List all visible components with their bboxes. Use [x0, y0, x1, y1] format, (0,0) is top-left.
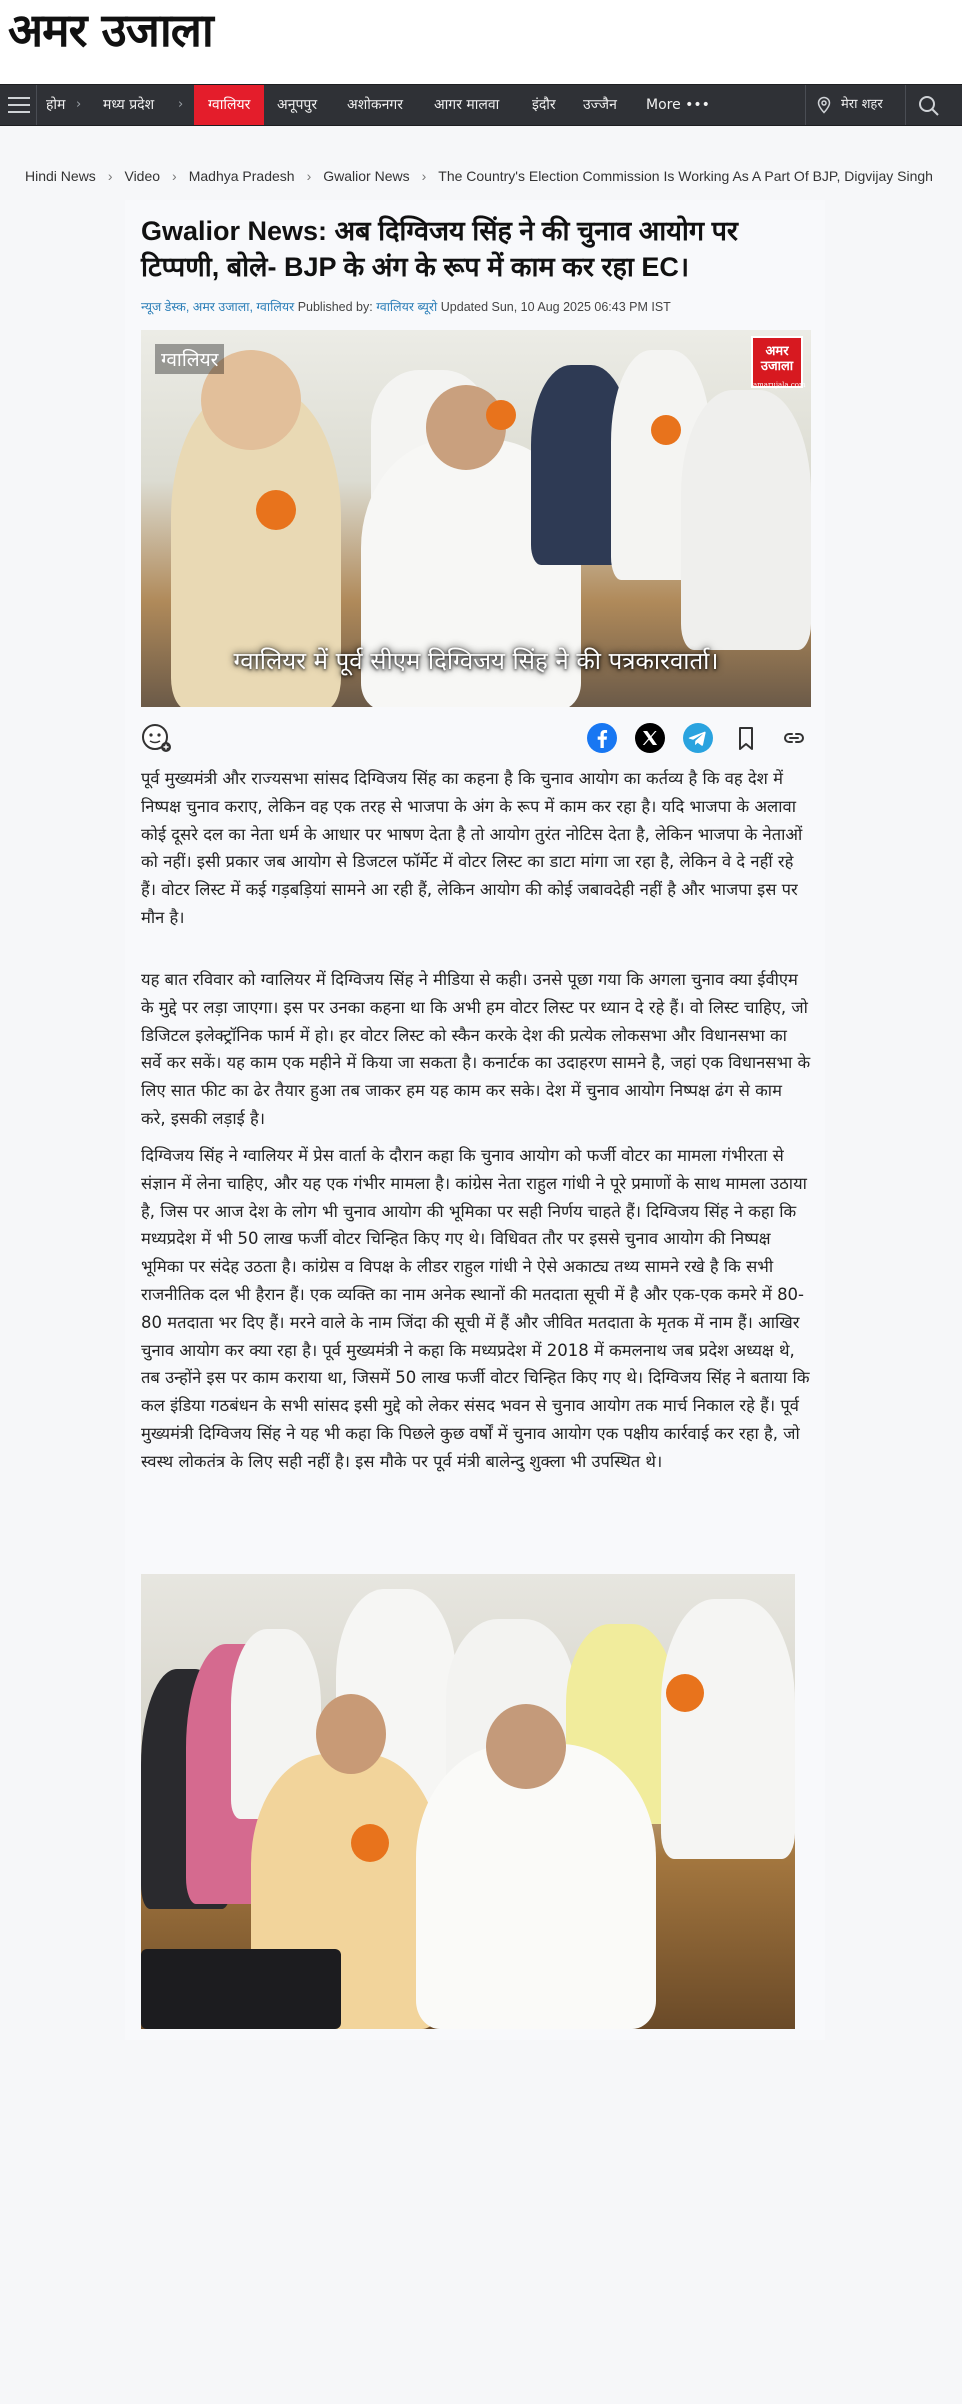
chevron-right-icon: › [107, 168, 113, 184]
chevron-right-icon: › [172, 168, 177, 184]
hero-watermark-logo [751, 336, 806, 389]
facebook-icon[interactable] [586, 722, 618, 754]
person-figure [316, 1694, 386, 1774]
rosette-badge [651, 415, 681, 445]
nav-item-home[interactable]: होम [46, 97, 66, 113]
microphones [141, 1949, 341, 2029]
location-pin-icon[interactable] [815, 96, 833, 114]
chevron-right-icon: › [76, 97, 82, 112]
nav-item-indore[interactable]: इंदौर [532, 97, 556, 113]
updated-timestamp: Updated Sun, 10 Aug 2025 06:43 PM IST [440, 300, 671, 314]
nav-item-anuppur[interactable]: अनूपपुर [277, 97, 318, 113]
nav-item-gwalior[interactable]: ग्वालियर [194, 85, 264, 125]
hero-city-tag: ग्वालियर [155, 344, 224, 374]
main-nav [0, 84, 962, 126]
nav-item-madhya-pradesh[interactable]: मध्य प्रदेश [103, 97, 155, 113]
article-paragraph-3: दिग्विजय सिंह ने ग्वालियर में प्रेस वार्ता के दौरान कहा कि चुनाव आयोग को फर्जी वोटर का मामला गंभीरता से संज्ञान में लेना चाहिए, और यह एक गंभीर मामला है। कांग्रेस नेता राहुल गांधी ने पूरे प्रमाणों के साथ मामला उठाया है, जिस पर आज देश के लोग भी चुनाव आयोग की भूमिका पर सही निर्णय चाहते हैं। दिग्विजय सिंह ने कहा कि मध्यप्रदेश में भी 50 लाख फर्जी वोटर चिन्हित किए गए थे। विधिवत तौर पर इससे चुनाव आयोग की निष्पक्ष भूमिका पर संदेह उठता है। कांग्रेस व विपक्ष के लीडर राहुल गांधी ने ऐसे अकाट्य तथ्य सामने रखे है कि सभी राजनीतिक दल भी हैरान हैं। एक व्यक्ति का नाम अनेक स्थानों की मतदाता सूची में है और एक-एक कमरे में 80-80 मतदाता भर दिए हैं। मरने वाले के नाम जिंदा की सूची में हैं और जीवित मतदाता के मृतक में नाम हैं। आखिर चुनाव आयोग कर क्या रहा है। पूर्व मुख्यमंत्री ने कहा कि मध्यप्रदेश में 2018 में कमलनाथ जब प्रदेश अध्यक्ष थे, तब उन्होंने इस पर काम कराया था, जिसमें 50 लाख फर्जी वोटर चिन्हित किए गए थे। दिग्विजय सिंह ने बताया कि कल इंडिया गठबंधन के सभी सांसद इसी मुद्दे को लेकर संसद भवन से चुनाव आयोग तक मार्च निकाल रहे हैं। पूर्व मुख्यमंत्री दिग्विजय सिंह ने यह भी कहा कि पिछले कुछ वर्षों में चुनाव आयोग एक पक्षीय कार्रवाई कर रहा है, जो स्वस्थ लोकतंत्र के लिए सही नहीं है। इस मौके पर पूर्व मंत्री बालेन्दु शुक्ला भी उपस्थित थे। [141, 1146, 810, 1471]
chevron-right-icon: › [306, 168, 312, 184]
nav-item-ashoknagar[interactable]: अशोकनगर [347, 97, 403, 113]
breadcrumb-item-gwalior-news[interactable]: Gwalior News [323, 168, 410, 184]
article-headline: Gwalior News: अब दिग्विजय सिंह ने की चुनाव आयोग पर टिप्पणी, बोले- BJP के अंग के रूप में काम कर रहा EC। [141, 216, 738, 282]
rosette-badge [351, 1824, 389, 1862]
person-figure [681, 390, 811, 650]
hero-logo-sub: amarujala.com [753, 381, 806, 389]
person-figure [661, 1599, 795, 1859]
publisher-link[interactable]: ग्वालियर ब्यूरो [376, 300, 438, 314]
rosette-badge [256, 490, 296, 530]
nav-item-agar-malwa[interactable]: आगर मालवा [434, 97, 500, 113]
bookmark-icon[interactable] [730, 722, 762, 754]
nav-divider [36, 85, 37, 125]
nav-item-ujjain[interactable]: उज्जैन [583, 97, 617, 113]
search-icon[interactable] [918, 95, 940, 117]
article-meta [141, 298, 821, 315]
nav-divider [805, 85, 806, 125]
hero-video-thumbnail[interactable] [141, 330, 811, 707]
article-paragraph-2: यह बात रविवार को ग्वालियर में दिग्विजय सिंह ने मीडिया से कही। उनसे पूछा गया कि अगला चुनाव क्या ईवीएम के मुद्दे पर लड़ा जाएगा। इस पर उनका कहना था कि अभी हम वोटर लिस्ट पर ध्यान दे रहे हैं। वो लिस्ट चाहिए, जो डिजिटल इलेक्ट्रॉनिक फार्म में हो। हर वोटर लिस्ट को स्कैन करके देश की प्रत्येक लोकसभा और विधानसभा का सर्वे कर सकें। यह काम एक महीने में किया जा सकता है। कनार्टक का उदाहरण सामने है, जहां एक विधानसभा के लिए सात फीट का ढेर तैयार हुआ तब जाकर हम यह काम कर सके। देश में चुनाव आयोग निष्पक्ष ढंग से काम करे, इसकी लड़ाई है। [141, 970, 811, 1128]
my-city-button[interactable]: मेरा शहर [841, 97, 883, 112]
breadcrumb-item-hindi-news[interactable]: Hindi News [25, 168, 96, 184]
site-header [0, 0, 962, 84]
hero-logo-text: अमर उजाला [760, 344, 794, 374]
nav-item-more[interactable]: More ••• [646, 97, 710, 113]
author-link[interactable]: न्यूज डेस्क, अमर उजाला, ग्वालियर [141, 300, 295, 314]
article-photo [141, 1574, 795, 2029]
nav-divider [905, 85, 906, 125]
person-figure [486, 1704, 566, 1789]
x-twitter-icon[interactable] [634, 722, 666, 754]
comment-icon[interactable] [141, 722, 173, 754]
breadcrumb [25, 168, 955, 184]
site-logo[interactable]: अमर उजाला [8, 3, 213, 57]
hero-caption: ग्वालियर में पूर्व सीएम दिग्विजय सिंह ने की पत्रकारवार्ता। [233, 647, 719, 675]
hamburger-menu-icon[interactable] [8, 97, 30, 113]
breadcrumb-item-video[interactable]: Video [124, 168, 161, 184]
rosette-badge [486, 400, 516, 430]
breadcrumb-item-madhya-pradesh[interactable]: Madhya Pradesh [188, 168, 295, 184]
chevron-right-icon: › [178, 97, 184, 112]
telegram-icon[interactable] [682, 722, 714, 754]
article-paragraph-1: पूर्व मुख्यमंत्री और राज्यसभा सांसद दिग्विजय सिंह का कहना है कि चुनाव आयोग का कर्तव्य है कि वह देश में निष्पक्ष चुनाव कराए, लेकिन वह एक तरह से भाजपा के अंग के रूप में काम कर रहा है। यदि भाजपा के अलावा कोई दूसरे दल का नेता धर्म के आधार पर भाषण देता है तो आयोग तुरंत नोटिस देता है, लेकिन भाजपा के नेताओं को नहीं। इसी प्रकार जब आयोग से डिजटल फॉर्मेट में वोटर लिस्ट का डाटा मांगा जा रहा है, लेकिन वे दे नहीं रहे हैं। वोटर लिस्ट में कई गड़बड़ियां सामने आ रही हैं, लेकिन आयोग की कोई जबावदेही नहीं है और भाजपा इस पर मौन है। [141, 769, 803, 927]
share-toolbar [141, 722, 811, 754]
chevron-right-icon: › [421, 168, 427, 184]
copy-link-icon[interactable] [778, 722, 810, 754]
rosette-badge [666, 1674, 704, 1712]
breadcrumb-item-current: The Country's Election Commission Is Working As A Part Of BJP, Digvijay Singh [438, 168, 933, 184]
published-by-label: Published by: [297, 300, 373, 314]
